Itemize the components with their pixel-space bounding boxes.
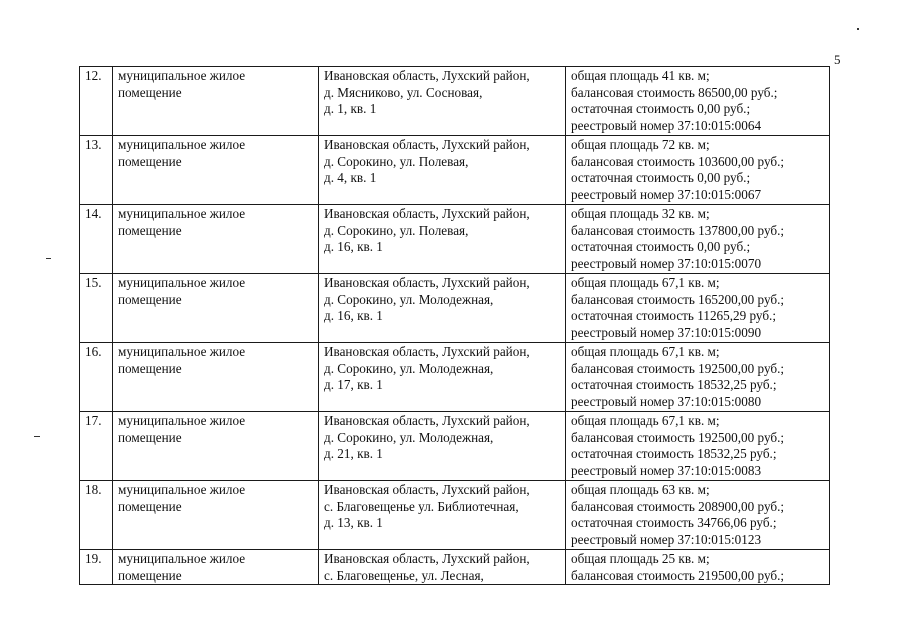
row-number: 16. bbox=[85, 344, 102, 359]
scan-speck bbox=[46, 258, 51, 259]
characteristics-line: общая площадь 32 кв. м; bbox=[571, 206, 710, 221]
characteristics-cell bbox=[566, 205, 830, 274]
address-line: д. Сорокино, ул. Молодежная, bbox=[324, 291, 494, 307]
address-line: д. 17, кв. 1 bbox=[324, 377, 383, 392]
row-number-cell bbox=[80, 412, 113, 481]
property-registry-table bbox=[79, 66, 830, 585]
address-line: с. Благовещенье, ул. Лесная, bbox=[324, 567, 484, 583]
characteristics-line: реестровый номер 37:10:015:0067 bbox=[571, 186, 762, 202]
address-line: д. 16, кв. 1 bbox=[324, 308, 383, 323]
object-type-cell bbox=[113, 412, 319, 481]
row-number: 18. bbox=[85, 482, 102, 497]
characteristics-line: балансовая стоимость 208900,00 руб.; bbox=[571, 498, 785, 514]
object-type-line: муниципальное жилое bbox=[118, 413, 246, 428]
object-type-cell bbox=[113, 481, 319, 550]
address-cell bbox=[319, 550, 566, 585]
address-cell bbox=[319, 343, 566, 412]
table-row bbox=[80, 343, 830, 412]
table-row bbox=[80, 67, 830, 136]
row-number: 14. bbox=[85, 206, 102, 221]
characteristics-line: общая площадь 67,1 кв. м; bbox=[571, 344, 720, 359]
characteristics-line: общая площадь 63 кв. м; bbox=[571, 482, 710, 497]
row-number-cell bbox=[80, 343, 113, 412]
characteristics-line: реестровый номер 37:10:015:0090 bbox=[571, 324, 762, 340]
address-cell bbox=[319, 136, 566, 205]
table-row bbox=[80, 274, 830, 343]
address-line: д. Сорокино, ул. Молодежная, bbox=[324, 360, 494, 376]
address-line: Ивановская область, Лухский район, bbox=[324, 551, 530, 566]
row-number-cell bbox=[80, 205, 113, 274]
characteristics-line: реестровый номер 37:10:015:0083 bbox=[571, 462, 762, 478]
row-number: 19. bbox=[85, 551, 102, 566]
table-row bbox=[80, 481, 830, 550]
address-line: д. Сорокино, ул. Полевая, bbox=[324, 222, 469, 238]
object-type-line: помещение bbox=[118, 360, 182, 376]
address-line: Ивановская область, Лухский район, bbox=[324, 275, 530, 290]
row-number: 15. bbox=[85, 275, 102, 290]
table-row bbox=[80, 205, 830, 274]
characteristics-cell bbox=[566, 67, 830, 136]
address-line: д. Сорокино, ул. Полевая, bbox=[324, 153, 469, 169]
address-cell bbox=[319, 205, 566, 274]
address-line: с. Благовещенье ул. Библиотечная, bbox=[324, 498, 519, 514]
characteristics-line: общая площадь 67,1 кв. м; bbox=[571, 275, 720, 290]
characteristics-line: остаточная стоимость 18532,25 руб.; bbox=[571, 377, 777, 392]
address-line: д. 16, кв. 1 bbox=[324, 239, 383, 254]
address-line: д. 1, кв. 1 bbox=[324, 101, 377, 116]
characteristics-line: остаточная стоимость 0,00 руб.; bbox=[571, 170, 751, 185]
characteristics-cell bbox=[566, 550, 830, 585]
row-number-cell bbox=[80, 67, 113, 136]
object-type-line: муниципальное жилое bbox=[118, 275, 246, 290]
row-number-cell bbox=[80, 274, 113, 343]
registry-body bbox=[80, 67, 830, 585]
object-type-line: помещение bbox=[118, 429, 182, 445]
characteristics-line: балансовая стоимость 103600,00 руб.; bbox=[571, 153, 785, 169]
characteristics-cell bbox=[566, 412, 830, 481]
characteristics-line: балансовая стоимость 137800,00 руб.; bbox=[571, 222, 785, 238]
characteristics-line: общая площадь 41 кв. м; bbox=[571, 68, 710, 83]
row-number: 13. bbox=[85, 137, 102, 152]
characteristics-line: балансовая стоимость 219500,00 руб.; bbox=[571, 567, 785, 583]
address-line: Ивановская область, Лухский район, bbox=[324, 68, 530, 83]
page-number: 5 bbox=[834, 52, 841, 67]
characteristics-line: общая площадь 72 кв. м; bbox=[571, 137, 710, 152]
address-line: Ивановская область, Лухский район, bbox=[324, 413, 530, 428]
characteristics-line: реестровый номер 37:10:015:0064 bbox=[571, 117, 762, 133]
row-number: 12. bbox=[85, 68, 102, 83]
characteristics-line: реестровый номер 37:10:015:0070 bbox=[571, 255, 762, 271]
object-type-line: помещение bbox=[118, 291, 182, 307]
characteristics-line: остаточная стоимость 18532,25 руб.; bbox=[571, 446, 777, 461]
object-type-line: муниципальное жилое bbox=[118, 344, 246, 359]
row-number: 17. bbox=[85, 413, 102, 428]
scan-speck bbox=[34, 436, 40, 437]
row-number-cell bbox=[80, 550, 113, 585]
object-type-cell bbox=[113, 136, 319, 205]
characteristics-cell bbox=[566, 136, 830, 205]
table-row bbox=[80, 136, 830, 205]
object-type-cell bbox=[113, 343, 319, 412]
object-type-cell bbox=[113, 205, 319, 274]
object-type-line: муниципальное жилое bbox=[118, 551, 246, 566]
row-number-cell bbox=[80, 481, 113, 550]
address-line: д. 4, кв. 1 bbox=[324, 170, 377, 185]
scan-speck bbox=[857, 28, 859, 30]
address-line: Ивановская область, Лухский район, bbox=[324, 137, 530, 152]
address-line: д. 21, кв. 1 bbox=[324, 446, 383, 461]
characteristics-cell bbox=[566, 343, 830, 412]
address-line: Ивановская область, Лухский район, bbox=[324, 482, 530, 497]
object-type-line: муниципальное жилое bbox=[118, 137, 246, 152]
address-line: д. Сорокино, ул. Молодежная, bbox=[324, 429, 494, 445]
characteristics-line: балансовая стоимость 165200,00 руб.; bbox=[571, 291, 785, 307]
object-type-line: муниципальное жилое bbox=[118, 206, 246, 221]
row-number-cell bbox=[80, 136, 113, 205]
object-type-cell bbox=[113, 67, 319, 136]
object-type-line: помещение bbox=[118, 84, 182, 100]
address-line: Ивановская область, Лухский район, bbox=[324, 206, 530, 221]
characteristics-cell bbox=[566, 481, 830, 550]
address-line: д. 13, кв. 1 bbox=[324, 515, 383, 530]
object-type-cell bbox=[113, 550, 319, 585]
characteristics-line: остаточная стоимость 0,00 руб.; bbox=[571, 101, 751, 116]
characteristics-line: реестровый номер 37:10:015:0123 bbox=[571, 531, 762, 547]
table-row bbox=[80, 550, 830, 585]
characteristics-cell bbox=[566, 274, 830, 343]
characteristics-line: общая площадь 25 кв. м; bbox=[571, 551, 710, 566]
object-type-line: помещение bbox=[118, 567, 182, 583]
address-cell bbox=[319, 412, 566, 481]
characteristics-line: реестровый номер 37:10:015:0080 bbox=[571, 393, 762, 409]
address-line: Ивановская область, Лухский район, bbox=[324, 344, 530, 359]
characteristics-line: балансовая стоимость 86500,00 руб.; bbox=[571, 84, 778, 100]
address-cell bbox=[319, 481, 566, 550]
object-type-line: помещение bbox=[118, 153, 182, 169]
characteristics-line: остаточная стоимость 0,00 руб.; bbox=[571, 239, 751, 254]
object-type-line: муниципальное жилое bbox=[118, 482, 246, 497]
address-cell bbox=[319, 67, 566, 136]
object-type-line: помещение bbox=[118, 222, 182, 238]
characteristics-line: балансовая стоимость 192500,00 руб.; bbox=[571, 360, 785, 376]
characteristics-line: балансовая стоимость 192500,00 руб.; bbox=[571, 429, 785, 445]
characteristics-line: остаточная стоимость 11265,29 руб.; bbox=[571, 308, 777, 323]
characteristics-line: остаточная стоимость 34766,06 руб.; bbox=[571, 515, 777, 530]
object-type-line: муниципальное жилое bbox=[118, 68, 246, 83]
object-type-line: помещение bbox=[118, 498, 182, 514]
address-line: д. Мясниково, ул. Сосновая, bbox=[324, 84, 483, 100]
object-type-cell bbox=[113, 274, 319, 343]
address-cell bbox=[319, 274, 566, 343]
characteristics-line: общая площадь 67,1 кв. м; bbox=[571, 413, 720, 428]
table-row bbox=[80, 412, 830, 481]
